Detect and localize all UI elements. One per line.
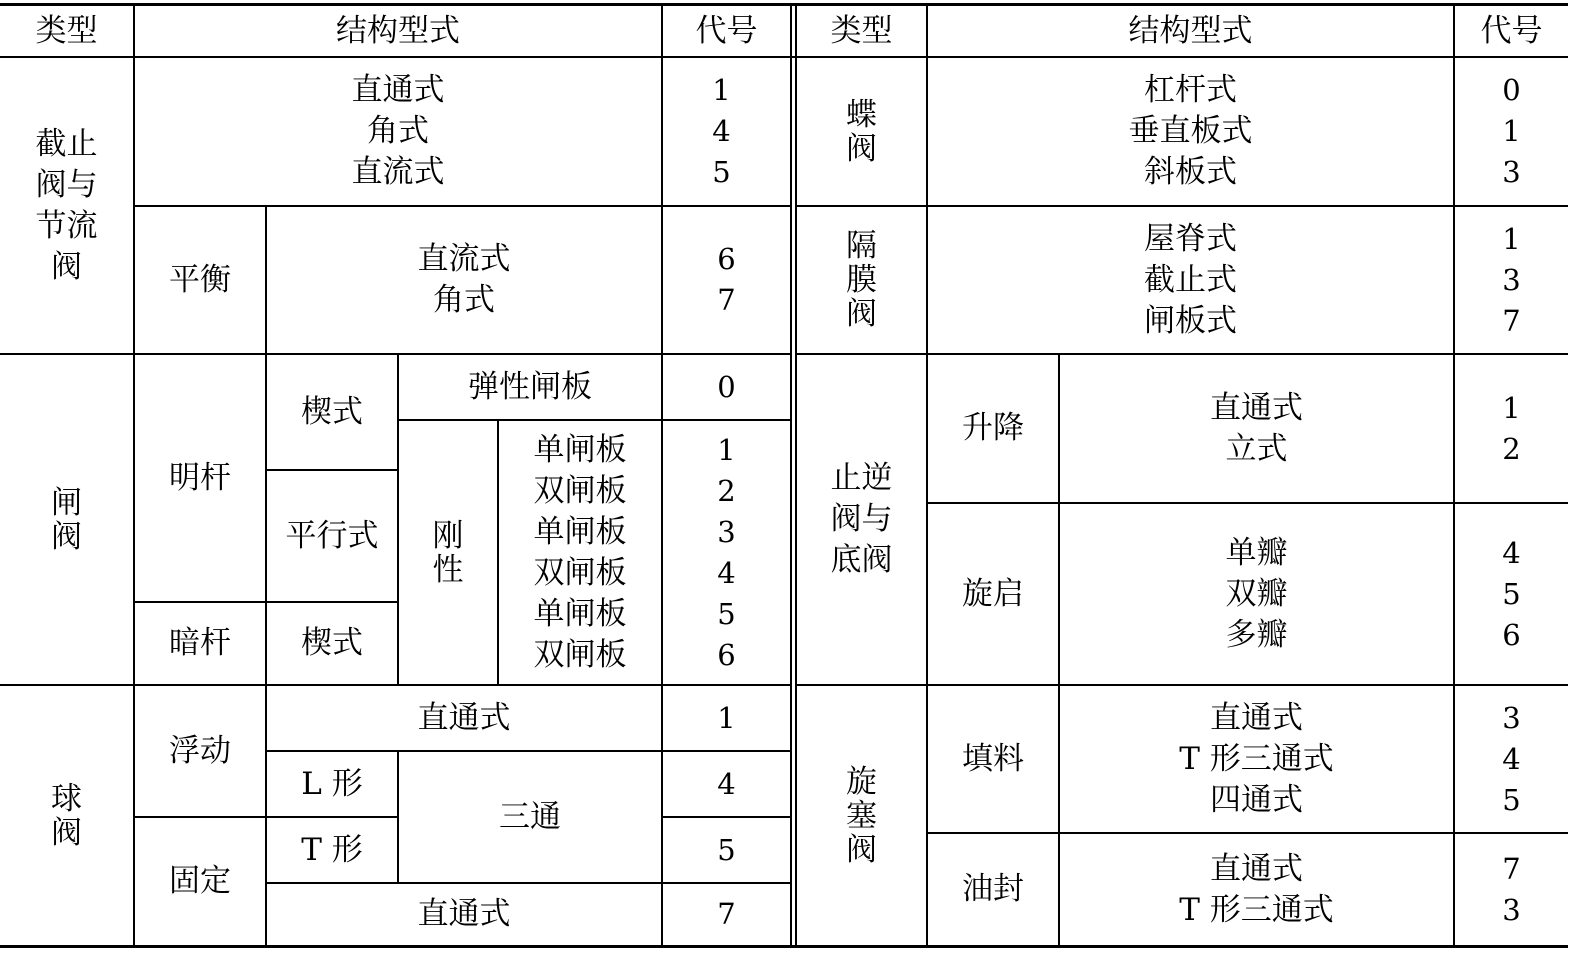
type-plug-valve: 旋 塞 阀	[846, 763, 877, 868]
structure-butterfly: 杠杆式 垂直板式 斜板式	[1128, 72, 1253, 190]
header-structure-right: 结构型式	[1128, 12, 1253, 49]
code-balanced: 6 7	[717, 242, 736, 317]
code-fixed-straight: 7	[717, 897, 736, 931]
structure-packing: 直通式 T 形三通式 四通式	[1179, 699, 1334, 818]
label-rigid: 刚 性	[432, 517, 464, 588]
label-parallel: 平行式	[285, 517, 379, 554]
label-swing: 旋启	[962, 575, 1024, 612]
label-wedge-bottom: 楔式	[301, 625, 363, 661]
type-diaphragm-valve: 隔 膜 阀	[846, 228, 877, 332]
code-elastic-gate: 0	[717, 369, 736, 404]
type-globe-throttle-valve: 截止 阀与 节流 阀	[35, 125, 98, 285]
rule-bottom	[0, 945, 1568, 948]
label-fixed: 固定	[169, 863, 231, 899]
header-type-right: 类型	[830, 12, 893, 49]
code-lift: 1 2	[1502, 390, 1521, 466]
label-floating: 浮动	[169, 732, 231, 769]
type-butterfly-valve: 蝶 阀	[846, 96, 877, 167]
structure-float-straight: 直通式	[417, 699, 511, 736]
code-diaphragm: 1 3 7	[1502, 221, 1521, 338]
code-oil-seal: 7 3	[1502, 851, 1521, 927]
code-l-shape: 4	[717, 766, 736, 801]
structure-oil-seal: 直通式 T 形三通式	[1179, 850, 1334, 928]
type-gate-valve: 闸 阀	[51, 484, 82, 555]
structure-elastic-gate: 弹性闸板	[468, 368, 592, 405]
code-globe-straight: 1 4 5	[712, 73, 731, 189]
label-l-shape: L 形	[301, 765, 363, 802]
header-code-left: 代号	[695, 12, 758, 49]
label-oil-seal: 油封	[962, 871, 1024, 907]
header-code-right: 代号	[1480, 12, 1543, 49]
code-swing: 4 5 6	[1502, 535, 1521, 652]
structure-globe-straight: 直通式 角式 直流式	[351, 72, 445, 190]
rule-center-a	[790, 3, 792, 948]
structure-swing: 单瓣 双瓣 多瓣	[1225, 534, 1288, 653]
structure-diaphragm: 屋脊式 截止式 闸板式	[1144, 220, 1237, 339]
label-non-rising-stem: 暗杆	[169, 625, 231, 661]
header-type-left: 类型	[35, 12, 98, 49]
code-packing: 3 4 5	[1502, 700, 1521, 817]
structure-balanced: 直流式 角式	[417, 241, 511, 318]
structure-gate-plates: 单闸板 双闸板 单闸板 双闸板 单闸板 双闸板	[533, 431, 627, 673]
label-t-shape: T 形	[301, 831, 363, 868]
structure-lift: 直通式 立式	[1210, 389, 1303, 467]
structure-fixed-straight: 直通式	[417, 896, 511, 932]
header-structure-left: 结构型式	[336, 12, 460, 49]
code-gate-plates: 1 2 3 4 5 6	[717, 432, 736, 672]
type-ball-valve: 球 阀	[51, 780, 82, 851]
label-lift: 升降	[962, 410, 1024, 446]
structure-three-way: 三通	[499, 798, 561, 835]
type-check-foot-valve: 止逆 阀与 底阀	[830, 460, 893, 578]
label-rising-stem: 明杆	[169, 459, 231, 496]
code-butterfly: 0 1 3	[1502, 73, 1521, 189]
code-float-straight: 1	[717, 700, 736, 735]
label-balanced: 平衡	[169, 261, 231, 298]
label-packing: 填料	[962, 740, 1024, 777]
label-wedge-top: 楔式	[301, 393, 363, 430]
code-t-shape: 5	[717, 832, 736, 867]
